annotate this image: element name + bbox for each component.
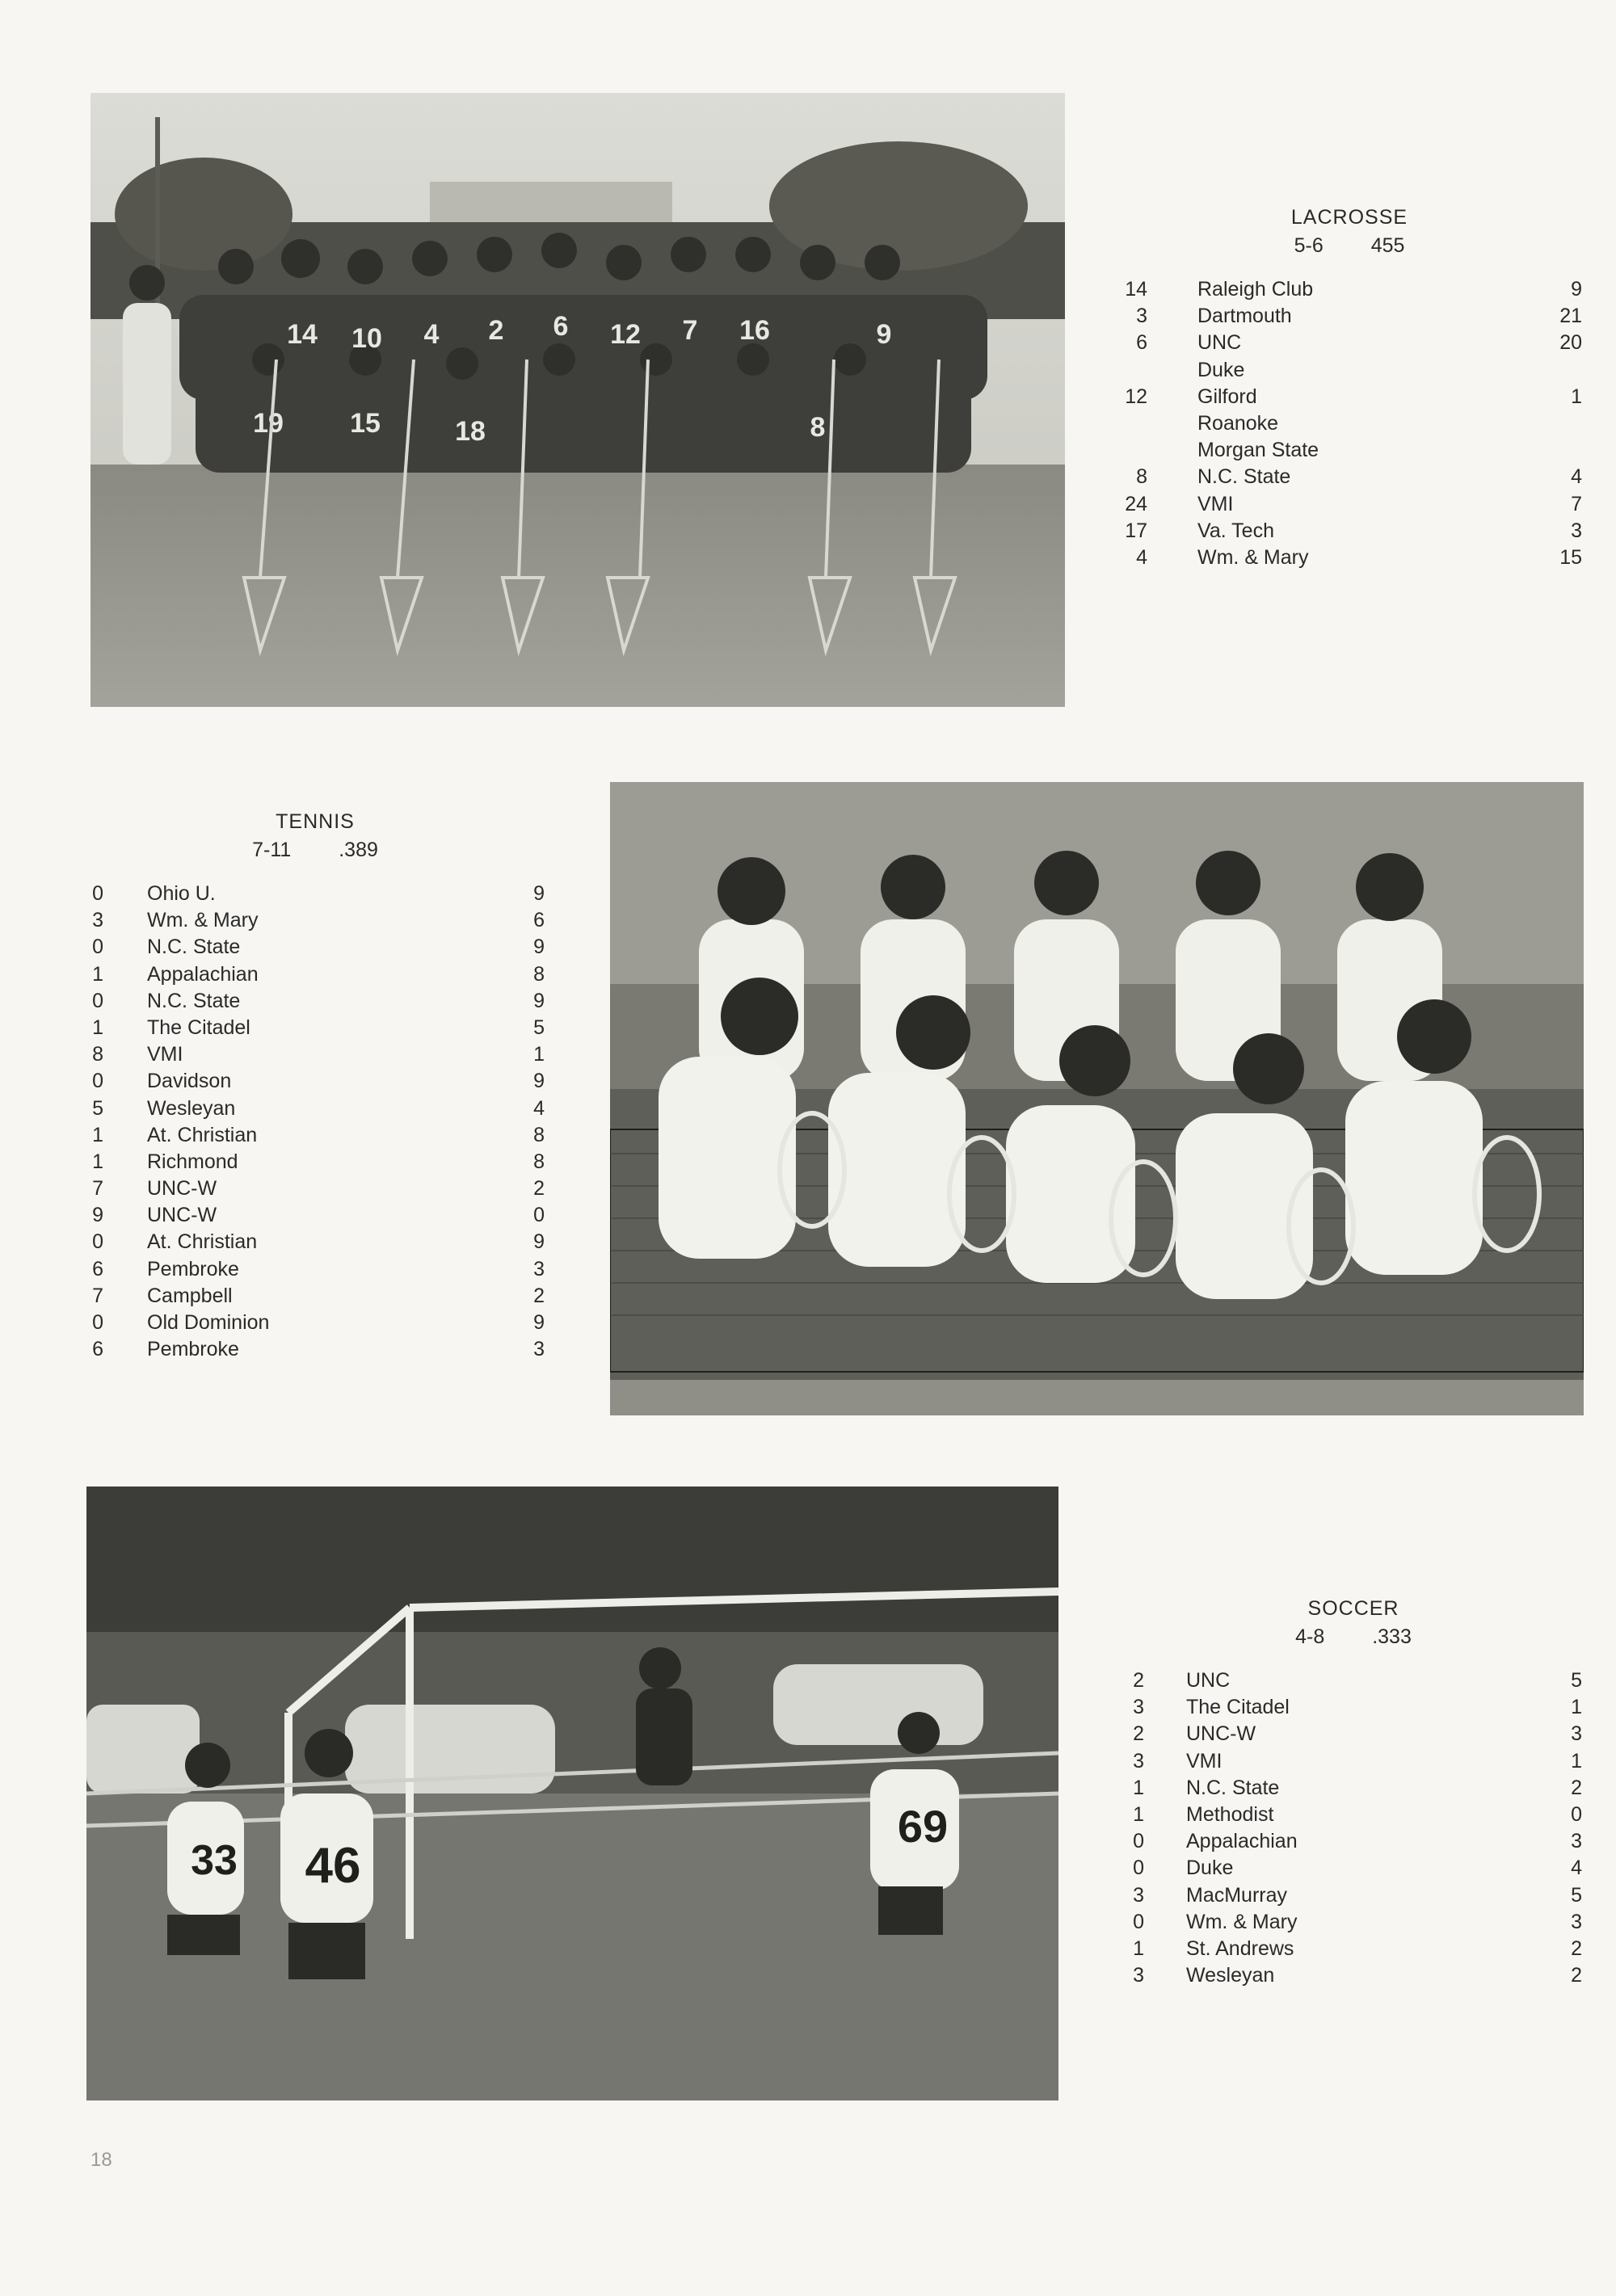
our-score: 1 bbox=[1133, 1776, 1144, 1799]
jersey-number: 12 bbox=[610, 319, 641, 350]
opponent-name: VMI bbox=[1197, 492, 1234, 515]
our-score: 1 bbox=[92, 962, 103, 986]
opponent-score: 0 bbox=[1571, 1802, 1582, 1826]
opponent-name: Wm. & Mary bbox=[1186, 1910, 1298, 1933]
soccer-title: SOCCER bbox=[1307, 1597, 1399, 1620]
soccer-record bbox=[1123, 1622, 1584, 1651]
our-score: 0 bbox=[92, 1070, 103, 1093]
opponent-name: Dartmouth bbox=[1197, 305, 1292, 328]
opponent-name: Gilford bbox=[1197, 385, 1257, 408]
our-score: 1 bbox=[1133, 1802, 1144, 1826]
result-row bbox=[1115, 276, 1584, 303]
opponent-score: 6 bbox=[533, 909, 545, 932]
jersey-number: 9 bbox=[876, 319, 892, 350]
our-score: 24 bbox=[1125, 492, 1147, 515]
opponent-score: 3 bbox=[533, 1257, 545, 1280]
opponent-score: 8 bbox=[533, 962, 545, 986]
opponent-name: Wesleyan bbox=[1186, 1964, 1275, 1987]
opponent-name: The Citadel bbox=[147, 1016, 250, 1039]
result-row bbox=[81, 1310, 549, 1336]
result-row bbox=[81, 1122, 549, 1149]
our-score: 7 bbox=[92, 1177, 103, 1201]
our-score: 2 bbox=[1133, 1722, 1144, 1746]
our-score: 0 bbox=[92, 1230, 103, 1254]
result-row bbox=[81, 1229, 549, 1255]
jersey-number: 19 bbox=[253, 408, 284, 439]
result-row bbox=[1123, 1694, 1584, 1721]
opponent-name: Wm. & Mary bbox=[147, 909, 259, 932]
result-row bbox=[1115, 410, 1584, 437]
opponent-score: 9 bbox=[533, 1311, 545, 1334]
tennis-team-photo bbox=[610, 782, 1584, 1415]
opponent-name: N.C. State bbox=[147, 989, 241, 1012]
result-row bbox=[81, 1068, 549, 1095]
opponent-name: Va. Tech bbox=[1197, 519, 1274, 542]
opponent-score: 3 bbox=[1571, 519, 1582, 542]
result-row bbox=[1123, 1909, 1584, 1936]
opponent-score: 21 bbox=[1559, 305, 1582, 328]
our-score: 9 bbox=[92, 1204, 103, 1227]
opponent-score: 4 bbox=[1571, 465, 1582, 489]
opponent-name: Richmond bbox=[147, 1150, 238, 1173]
result-row bbox=[1115, 384, 1584, 410]
our-score: 12 bbox=[1125, 385, 1147, 408]
opponent-name: The Citadel bbox=[1186, 1696, 1290, 1719]
opponent-name: Raleigh Club bbox=[1197, 278, 1314, 301]
jersey-number: 15 bbox=[350, 408, 381, 439]
opponent-name: Duke bbox=[1197, 358, 1245, 381]
result-row bbox=[1115, 518, 1584, 545]
soccer-schedule bbox=[1123, 1595, 1584, 1989]
jersey-number: 2 bbox=[488, 315, 504, 346]
lacrosse-results bbox=[1115, 276, 1584, 571]
opponent-score: 4 bbox=[1571, 1857, 1582, 1880]
result-row bbox=[81, 1283, 549, 1310]
jersey-number: 14 bbox=[287, 319, 318, 350]
opponent-score: 9 bbox=[533, 989, 545, 1012]
soccer-win-percentage: .333 bbox=[1372, 1625, 1412, 1648]
result-row bbox=[81, 1256, 549, 1283]
result-row bbox=[1123, 1962, 1584, 1989]
opponent-name: Roanoke bbox=[1197, 411, 1279, 435]
jersey-number: 7 bbox=[682, 315, 698, 346]
result-row bbox=[81, 988, 549, 1015]
opponent-name: MacMurray bbox=[1186, 1883, 1288, 1907]
our-score: 6 bbox=[1136, 331, 1147, 355]
our-score: 7 bbox=[92, 1284, 103, 1307]
our-score: 0 bbox=[92, 1311, 103, 1334]
result-row bbox=[81, 1095, 549, 1122]
our-score: 0 bbox=[1133, 1910, 1144, 1933]
our-score: 8 bbox=[1136, 465, 1147, 489]
opponent-score: 1 bbox=[1571, 1749, 1582, 1772]
our-score: 0 bbox=[1133, 1830, 1144, 1853]
opponent-name: Methodist bbox=[1186, 1802, 1274, 1826]
jersey-number: 33 bbox=[191, 1837, 238, 1884]
opponent-name: UNC bbox=[1186, 1669, 1231, 1692]
result-row bbox=[1115, 545, 1584, 571]
result-row bbox=[1123, 1882, 1584, 1909]
our-score: 3 bbox=[1133, 1696, 1144, 1719]
result-row bbox=[1115, 303, 1584, 330]
opponent-score: 3 bbox=[533, 1338, 545, 1361]
lacrosse-record bbox=[1115, 231, 1584, 260]
tennis-record bbox=[81, 835, 549, 864]
opponent-score: 2 bbox=[1571, 1936, 1582, 1960]
opponent-score: 5 bbox=[1571, 1883, 1582, 1907]
opponent-name: Ohio U. bbox=[147, 882, 216, 905]
our-score: 3 bbox=[1133, 1964, 1144, 1987]
result-row bbox=[1123, 1936, 1584, 1962]
opponent-score: 20 bbox=[1559, 331, 1582, 355]
result-row bbox=[1115, 330, 1584, 356]
our-score: 0 bbox=[92, 989, 103, 1012]
opponent-score: 2 bbox=[1571, 1776, 1582, 1799]
result-row bbox=[81, 1175, 549, 1202]
opponent-name: Campbell bbox=[147, 1284, 233, 1307]
result-row bbox=[1123, 1667, 1584, 1694]
opponent-score: 3 bbox=[1571, 1722, 1582, 1746]
jersey-number: 69 bbox=[897, 1801, 949, 1852]
opponent-name: Appalachian bbox=[147, 962, 259, 986]
opponent-name: UNC bbox=[1197, 331, 1242, 355]
opponent-name: UNC-W bbox=[1186, 1722, 1256, 1746]
result-row bbox=[1123, 1828, 1584, 1855]
jersey-number: 10 bbox=[351, 323, 382, 354]
result-row bbox=[81, 1202, 549, 1229]
opponent-score: 1 bbox=[1571, 385, 1582, 408]
opponent-score: 2 bbox=[533, 1284, 545, 1307]
lacrosse-title: LACROSSE bbox=[1290, 206, 1408, 229]
our-score: 1 bbox=[1133, 1936, 1144, 1960]
our-score: 1 bbox=[92, 1123, 103, 1146]
opponent-name: Pembroke bbox=[147, 1338, 239, 1361]
opponent-score: 1 bbox=[1571, 1696, 1582, 1719]
opponent-score: 5 bbox=[1571, 1669, 1582, 1692]
result-row bbox=[1123, 1855, 1584, 1882]
result-row bbox=[1123, 1748, 1584, 1775]
opponent-score: 7 bbox=[1571, 492, 1582, 515]
opponent-name: Duke bbox=[1186, 1857, 1234, 1880]
our-score: 1 bbox=[92, 1016, 103, 1039]
opponent-score: 5 bbox=[533, 1016, 545, 1039]
opponent-name: Wesleyan bbox=[147, 1096, 236, 1120]
our-score: 1 bbox=[92, 1150, 103, 1173]
result-row bbox=[1123, 1721, 1584, 1747]
opponent-score: 1 bbox=[533, 1043, 545, 1066]
result-row bbox=[1123, 1775, 1584, 1802]
opponent-name: N.C. State bbox=[1197, 465, 1291, 489]
our-score: 0 bbox=[1133, 1857, 1144, 1880]
our-score: 8 bbox=[92, 1043, 103, 1066]
opponent-score: 9 bbox=[533, 882, 545, 905]
our-score: 3 bbox=[1133, 1883, 1144, 1907]
result-row bbox=[81, 934, 549, 961]
opponent-name: St. Andrews bbox=[1186, 1936, 1294, 1960]
our-score: 3 bbox=[1133, 1749, 1144, 1772]
lacrosse-team-photo bbox=[90, 93, 1065, 707]
result-row bbox=[1123, 1802, 1584, 1828]
result-row bbox=[1115, 437, 1584, 464]
our-score: 2 bbox=[1133, 1669, 1144, 1692]
jersey-number: 46 bbox=[305, 1838, 361, 1894]
tennis-win-percentage: .389 bbox=[339, 839, 378, 861]
opponent-score: 2 bbox=[1571, 1964, 1582, 1987]
result-row bbox=[81, 1336, 549, 1363]
opponent-name: Pembroke bbox=[147, 1257, 239, 1280]
soccer-win-loss: 4-8 bbox=[1295, 1625, 1325, 1648]
result-row bbox=[81, 1149, 549, 1175]
opponent-name: N.C. State bbox=[1186, 1776, 1280, 1799]
opponent-name: Morgan State bbox=[1197, 439, 1319, 462]
opponent-name: At. Christian bbox=[147, 1123, 258, 1146]
jersey-number: 8 bbox=[810, 412, 826, 443]
tennis-win-loss: 7-11 bbox=[252, 839, 292, 861]
jersey-number: 18 bbox=[455, 416, 486, 447]
page-number: 18 bbox=[90, 2149, 112, 2171]
opponent-score: 2 bbox=[533, 1177, 545, 1201]
lacrosse-win-percentage: 455 bbox=[1370, 234, 1405, 257]
opponent-score: 15 bbox=[1559, 545, 1582, 569]
result-row bbox=[1115, 357, 1584, 384]
our-score: 5 bbox=[92, 1096, 103, 1120]
tennis-title: TENNIS bbox=[276, 810, 355, 833]
soccer-results bbox=[1123, 1667, 1584, 1989]
opponent-score: 9 bbox=[533, 936, 545, 959]
tennis-schedule bbox=[81, 808, 549, 1363]
our-score: 0 bbox=[92, 936, 103, 959]
opponent-score: 9 bbox=[1571, 278, 1582, 301]
opponent-name: Wm. & Mary bbox=[1197, 545, 1309, 569]
result-row bbox=[81, 961, 549, 988]
result-row bbox=[1115, 491, 1584, 518]
opponent-name: VMI bbox=[1186, 1749, 1223, 1772]
opponent-name: At. Christian bbox=[147, 1230, 258, 1254]
opponent-score: 4 bbox=[533, 1096, 545, 1120]
result-row bbox=[81, 1015, 549, 1041]
our-score: 3 bbox=[1136, 305, 1147, 328]
tennis-results bbox=[81, 881, 549, 1363]
our-score: 17 bbox=[1125, 519, 1147, 542]
opponent-name: UNC-W bbox=[147, 1177, 217, 1201]
opponent-name: Appalachian bbox=[1186, 1830, 1298, 1853]
our-score: 6 bbox=[92, 1257, 103, 1280]
result-row bbox=[81, 881, 549, 907]
lacrosse-win-loss: 5-6 bbox=[1294, 234, 1324, 257]
opponent-name: Davidson bbox=[147, 1070, 232, 1093]
our-score: 14 bbox=[1125, 278, 1147, 301]
opponent-score: 9 bbox=[533, 1230, 545, 1254]
soccer-action-photo bbox=[86, 1487, 1058, 2100]
lacrosse-schedule bbox=[1115, 204, 1584, 571]
opponent-score: 8 bbox=[533, 1150, 545, 1173]
opponent-name: N.C. State bbox=[147, 936, 241, 959]
opponent-score: 0 bbox=[533, 1204, 545, 1227]
jersey-number: 4 bbox=[423, 319, 440, 350]
result-row bbox=[81, 1041, 549, 1068]
our-score: 3 bbox=[92, 909, 103, 932]
opponent-score: 3 bbox=[1571, 1830, 1582, 1853]
result-row bbox=[81, 907, 549, 934]
opponent-name: VMI bbox=[147, 1043, 183, 1066]
opponent-score: 3 bbox=[1571, 1910, 1582, 1933]
result-row bbox=[1115, 464, 1584, 490]
opponent-name: Old Dominion bbox=[147, 1311, 270, 1334]
our-score: 4 bbox=[1136, 545, 1147, 569]
jersey-number: 6 bbox=[553, 311, 569, 342]
opponent-score: 8 bbox=[533, 1123, 545, 1146]
opponent-score: 9 bbox=[533, 1070, 545, 1093]
jersey-number: 16 bbox=[739, 315, 770, 346]
opponent-name: UNC-W bbox=[147, 1204, 217, 1227]
our-score: 6 bbox=[92, 1338, 103, 1361]
our-score: 0 bbox=[92, 882, 103, 905]
